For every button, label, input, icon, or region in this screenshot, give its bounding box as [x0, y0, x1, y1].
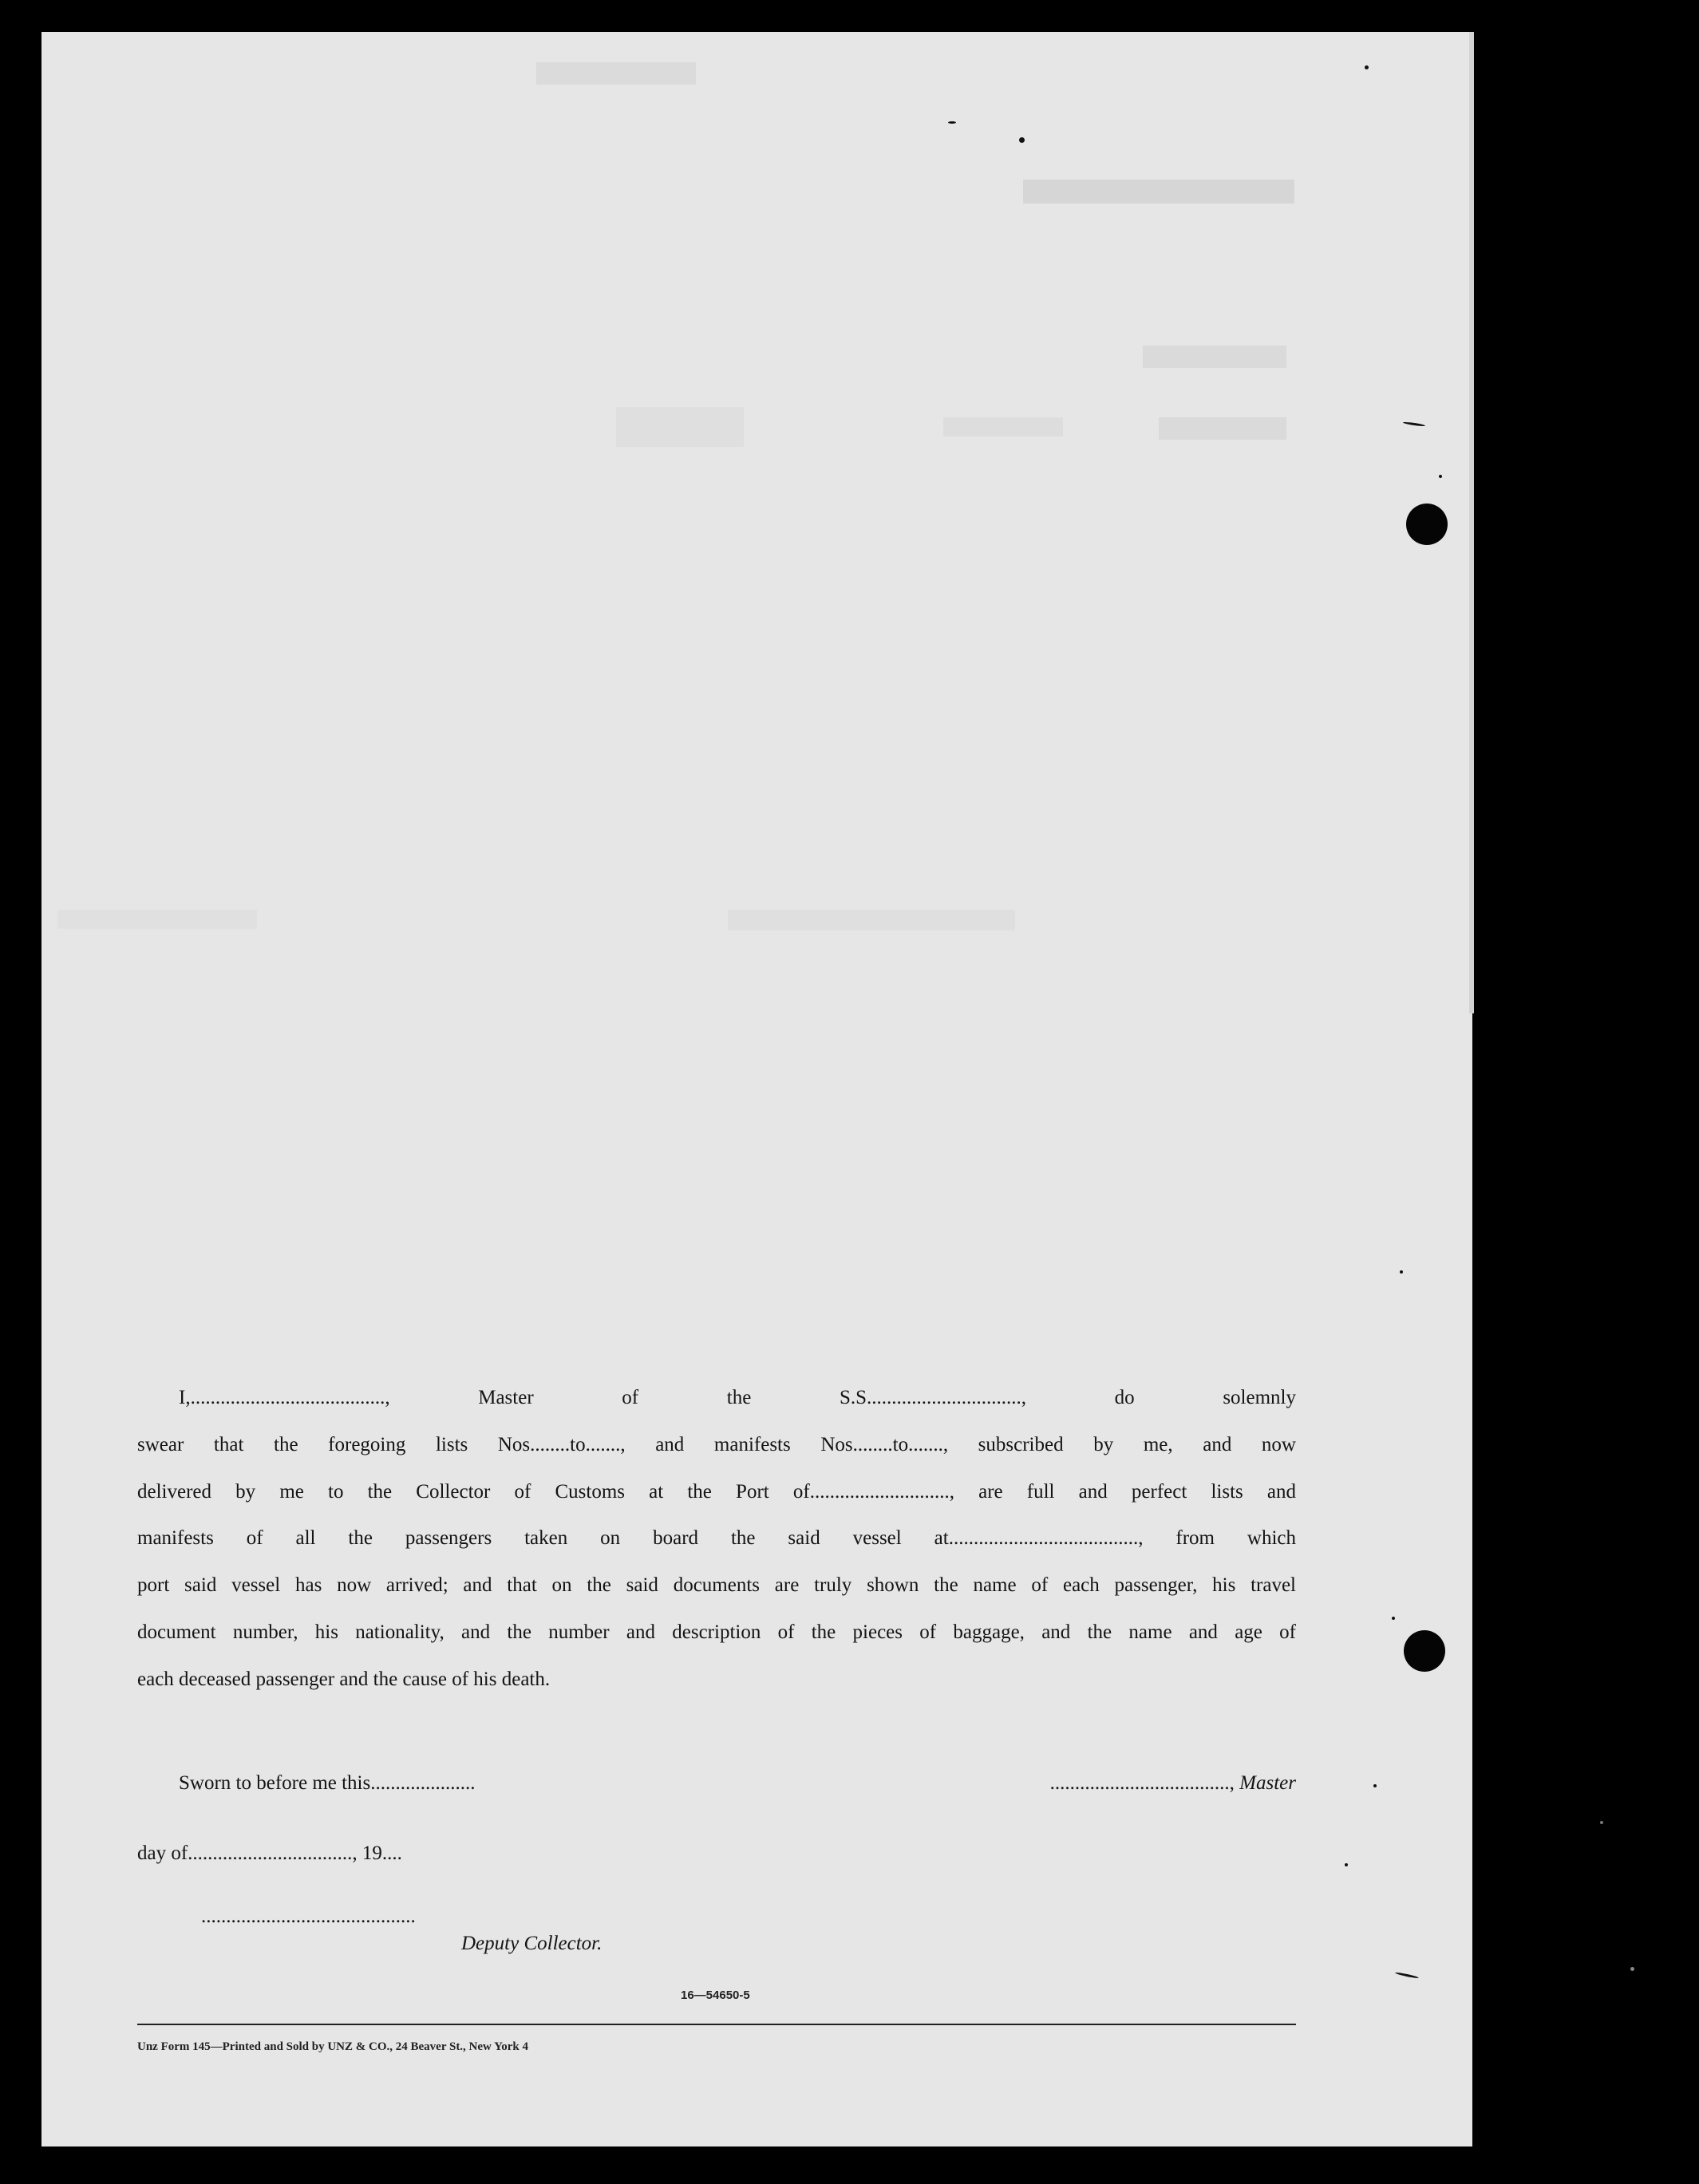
- oath-line: I,......................................., Master of the S.S..............................., do solemnly: [179, 1387, 1296, 1408]
- speck-mark: [1630, 1967, 1634, 1971]
- speck-mark: [1439, 475, 1442, 478]
- oath-line: delivered by me to the Collector of Customs at the Port of............................, are full and perfect lists and: [137, 1480, 1296, 1503]
- day-of-line: day of................................., 19....: [137, 1842, 402, 1864]
- punch-hole: [1406, 504, 1448, 545]
- bleed-through-mark: [1023, 180, 1294, 203]
- oath-line: swear that the foregoing lists Nos........to......., and manifests Nos........to......., subscribed by me, and now: [137, 1433, 1296, 1455]
- sworn-to-before-me: Sworn to before me this.....................: [179, 1772, 476, 1794]
- form-number: 16—54650-5: [681, 1989, 750, 2002]
- deputy-signature-dots: ...........................................: [201, 1906, 416, 1927]
- bleed-through-mark: [1159, 417, 1286, 440]
- deputy-collector-label: Deputy Collector.: [461, 1933, 603, 1954]
- oath-line: each deceased passenger and the cause of his death.: [137, 1668, 551, 1690]
- document-page: [41, 32, 1472, 2146]
- speck-mark: [1019, 137, 1025, 143]
- speck-mark: [1600, 1821, 1603, 1824]
- master-signature-dots: ....................................,: [1049, 1772, 1235, 1794]
- speck-mark: [1392, 1617, 1395, 1620]
- speck-mark: [1373, 1784, 1377, 1787]
- master-label: Master: [1239, 1772, 1296, 1794]
- bleed-through-mark: [1143, 346, 1286, 368]
- bleed-through-mark: [943, 417, 1063, 436]
- printer-footer: Unz Form 145—Printed and Sold by UNZ & CO., 24 Beaver St., New York 4: [137, 2040, 528, 2053]
- sworn-row: [137, 1763, 1296, 1803]
- speck-mark: [1345, 1863, 1348, 1866]
- bleed-through-mark: [616, 407, 744, 447]
- oath-line: manifests of all the passengers taken on board the said vessel at......................................, from which: [137, 1527, 1296, 1550]
- bleed-through-mark: [57, 910, 257, 929]
- bleed-through-mark: [728, 910, 1015, 930]
- punch-hole: [1404, 1630, 1445, 1672]
- footer-divider: [137, 2024, 1296, 2025]
- oath-paragraph: [137, 1375, 1296, 1704]
- master-signature-line: [1050, 1763, 1296, 1803]
- speck-mark: [1400, 1270, 1403, 1274]
- oath-line: port said vessel has now arrived; and that on the said documents are truly shown the name of each passenger, his travel: [137, 1574, 1296, 1597]
- speck-mark: [1365, 65, 1369, 69]
- oath-line: document number, his nationality, and the number and description of the pieces of baggage, and the name and age of: [137, 1621, 1296, 1643]
- speck-mark: [948, 121, 956, 124]
- bleed-through-mark: [536, 62, 696, 85]
